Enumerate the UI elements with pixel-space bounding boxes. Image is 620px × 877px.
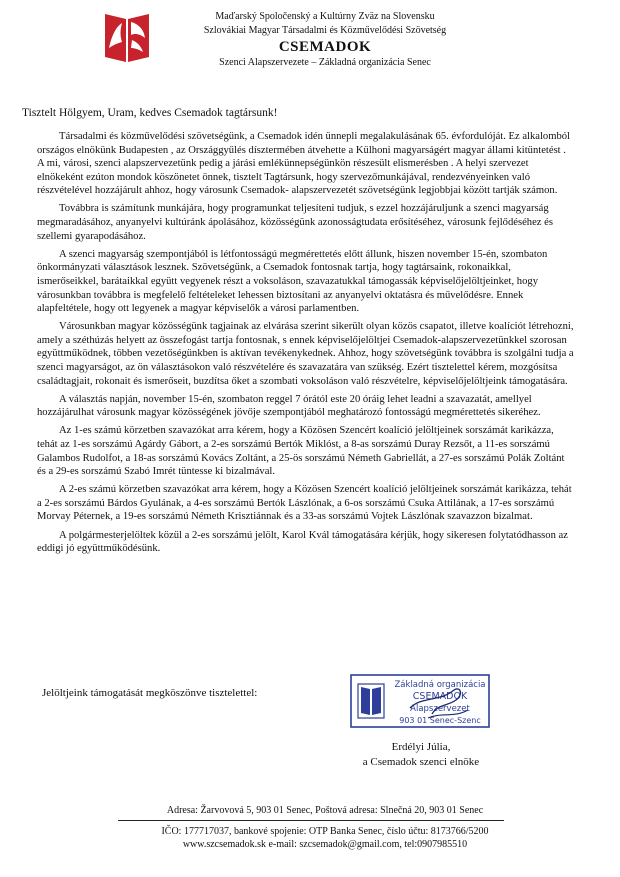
csemadok-logo-icon	[102, 8, 152, 66]
official-stamp	[350, 674, 490, 728]
paragraph-election-day: A választás napján, november 15-én, szombaton reggel 7 órától este 20 óráig lehet leadni a szavazatát, amellyel hozzájárulhat városunk magyar közösségének jövője szempontjából meghatározó fontosságú megmérettetés sikeréhez.	[37, 393, 541, 419]
svg-text:Základná organizácia: Základná organizácia	[394, 680, 486, 690]
letterhead-line-hungarian: Szlovákiai Magyar Társadalmi és Közművelődési Szövetség	[203, 25, 447, 36]
paragraph-mayor: A polgármesterjelöltek közül a 2-es sorszámú jelölt, Karol Kvál támogatására kérjük, hogy sikeresen folytatódhasson az eddigi jó együttműködésünk.	[37, 529, 568, 555]
paragraph-program: Továbbra is számítunk munkájára, hogy programunkat teljesíteni tudjuk, s ezzel hozzájáruljunk a szenci magyarság megmaradásához, anyanyelvi kultúránk ápolásához, közösségünk azonosságtudata erősítéséhez, városunk fejlődéséhez és szellemi gyarapodásához.	[37, 203, 553, 242]
footer-contact	[0, 825, 620, 851]
paragraph-anniversary: Társadalmi és közművelődési szövetségünk, a Csemadok idén ünnepli megalakulásának 65. évfordulóját. Ez alkalomból országos elnökünk Budapesten , az Országgyűlés dísztermében átvehette a Külhoni magyarságért magyar állami kitüntetést . A mi, városi, szenci alapszervezetünk pedig a járási emlékünnepségünkön részesült elismerésben . A helyi szervezet elnökeként ezúton mondok köszönetet önnek, tisztelt Tagtársunk, hogy szervezőmunkájával, rendezvényeinken való részvételével hozzájárult ahhoz, hogy városunk Csemadok- alapszervezetét szövetségünk legjobbjai között tartják számon.	[37, 131, 571, 197]
footer-address: Adresa: Žarvovová 5, 903 01 Senec, Poštová adresa: Slnečná 20, 903 01 Senec	[166, 805, 484, 816]
svg-text:CSEMADOK: CSEMADOK	[412, 691, 468, 702]
paragraph-district-2: A 2-es számú körzetben szavazókat arra kérem, hogy a Közösen Szencért koalíció jelöltjeinek sorszámát karikázza, tehát a 2-es sorszámú Bárdos Gyulának, a 4-es sorszámú Bertók Lászlónak, a 6-os sorszámú Csuka Attilának, a 17-es sorszámú Morvay Péternek, a 19-es sorszámú Németh Krisztiánnak és a 33-as sorszámú Vojtek Lászlónak szavazzon bizalmat.	[37, 484, 572, 523]
letterhead-line-slovak: Maďarský Spoločenský a Kultúrny Zväz na Slovensku	[215, 11, 435, 22]
paragraph-election: A szenci magyarság szempontjából is létfontosságú megmérettetés előtt állunk, hiszen november 15-én, szombaton önkormányzati választások lesznek. Szövetségünk, a Csemadok fontosnak tartja, hogy tagtársaink, rokonaikkal, ismerőseikkel, barátaikkal együtt vegyenek részt a voksoláson, szavazatukkal támogassák képviselőjelöltjeinket, hogy városunkban továbbra is megfelelő feltételeket lehessen biztosítani az anyanyelvi oktatásra és művelődésre. Ennek alapfeltétele, hogy ott legyenek a magyar képviselők a városi parlamentben.	[37, 248, 548, 315]
paragraph-coalition: Városunkban magyar közösségünk tagjainak az elvárása szerint sikerült olyan közös csapatot, illetve koalíciót létrehozni, amely a széthúzás helyett az összefogást tartja fontosnak, s ennek képviselőjelöltjei Csemadok-alapszervezetünkkel szorosan együttműködnek, többen vezetőségünkben is aktívan tevékenykednek. Ahhoz, hogy szövetségünk továbbra is szolgálni tudja a szenci magyarságot, az ön választásokon való részvételére és szavazatára van szükség. Ezért tisztelettel kérem, mozgósítsa családtagjait, rokonait és ismerőseit, buzdítsa őket a szombati voksoláson való részvételre, képviselőjelöltjeink támogatására.	[37, 321, 574, 387]
signature-block	[331, 740, 511, 770]
paragraph-district-1: Az 1-es számú körzetben szavazókat arra kérem, hogy a Közösen Szencért koalíció jelöltjeinek sorszámát karikázza, tehát az 1-es sorszámú Agárdy Gábort, a 2-es sorszámú Bertók Miklóst, a 8-as sorszámú Duray Rezsőt, a 11-es sorszámú Galambos Rudolfot, a 18-as sorszámú Kovács Zoltánt, a 25-ös sorszámú Németh Gabriellát, a 27-es sorszámú Polák Zoltánt és a 29-es sorszámú Szabó Imrét tüntesse ki bizalmával.	[37, 425, 565, 478]
letterhead-line-branch: Szenci Alapszervezete – Základná organizácia Senec	[219, 57, 431, 68]
organization-name: CSEMADOK	[278, 39, 372, 55]
footer-divider	[118, 820, 504, 821]
letter-body	[37, 130, 575, 560]
signatory-title: a Csemadok szenci elnöke	[362, 756, 480, 768]
signatory-name: Erdélyi Júlia,	[391, 741, 451, 753]
closing-line: Jelöltjeink támogatását megköszönve tisztelettel:	[42, 687, 258, 699]
letterhead	[175, 10, 475, 70]
svg-text:Alapszervezet: Alapszervezet	[410, 704, 470, 714]
footer-ids: IČO: 177717037, bankové spojenie: OTP Banka Senec, číslo účtu: 8173766/5200	[161, 826, 489, 837]
greeting: Tisztelt Hölgyem, Uram, kedves Csemadok tagtársunk!	[22, 107, 278, 119]
footer-web: www.szcsemadok.sk e-mail: szcsemadok@gmail.com, tel:0907985510	[182, 839, 468, 850]
svg-text:903 01 Senec-Szenc: 903 01 Senec-Szenc	[399, 716, 481, 725]
